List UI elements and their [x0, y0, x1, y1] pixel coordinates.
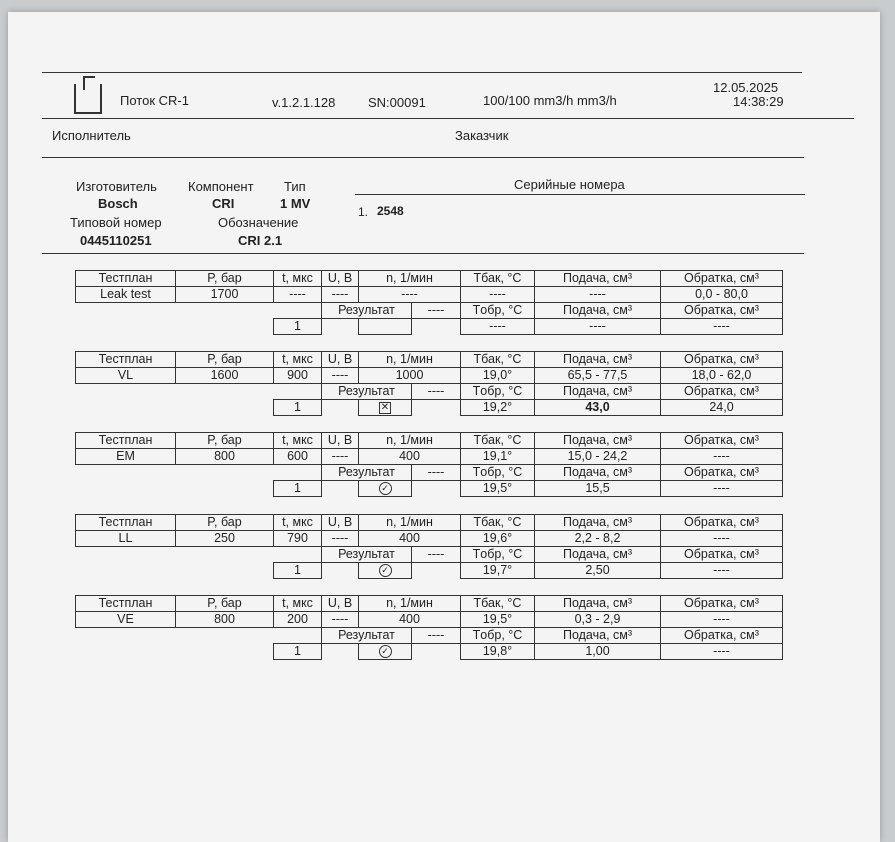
col-return-measured: Обратка, см³: [661, 303, 783, 319]
col-voltage: U, В: [322, 271, 359, 287]
result-mark: [359, 319, 412, 335]
spacer: [322, 644, 359, 660]
col-tank-temp: Tбак, °C: [461, 352, 535, 368]
col-supply-measured: Подача, см³: [535, 384, 661, 400]
test-setpoint-row: [76, 612, 783, 628]
test-rpm: 400: [359, 449, 461, 465]
column-header-row: [76, 352, 783, 368]
result-mark: [359, 400, 412, 416]
executor-label: Исполнитель: [52, 128, 131, 143]
spacer: [176, 384, 274, 400]
test-block: [75, 432, 782, 497]
test-time: 200: [274, 612, 322, 628]
manufacturer-label: Изготовитель: [76, 179, 157, 194]
designation-value: CRI 2.1: [238, 233, 283, 248]
test-rpm: 400: [359, 612, 461, 628]
col-pressure: P, бар: [176, 352, 274, 368]
spacer: [412, 400, 461, 416]
result-return: ----: [661, 644, 783, 660]
test-voltage: ----: [322, 368, 359, 384]
test-voltage: ----: [322, 287, 359, 303]
col-time: t, мкс: [274, 515, 322, 531]
type-value: 1 MV: [280, 196, 311, 211]
spacer: [76, 563, 176, 579]
col-return-temp: Tобр, °C: [461, 628, 535, 644]
test-name: EM: [76, 449, 176, 465]
test-table: [75, 514, 783, 579]
spacer: [274, 303, 322, 319]
result-mark: [359, 644, 412, 660]
test-tank-temp: 19,1°: [461, 449, 535, 465]
col-supply: Подача, см³: [535, 596, 661, 612]
col-voltage: U, В: [322, 433, 359, 449]
spacer: [76, 400, 176, 416]
result-mark: [359, 563, 412, 579]
result-return-temp: 19,8°: [461, 644, 535, 660]
col-pressure: P, бар: [176, 271, 274, 287]
spacer: [412, 563, 461, 579]
col-time: t, мкс: [274, 433, 322, 449]
col-pressure: P, бар: [176, 515, 274, 531]
designation-label: Обозначение: [218, 215, 299, 230]
result-number: 1: [274, 400, 322, 416]
parties-rule: [42, 157, 804, 158]
col-result-dash: ----: [412, 628, 461, 644]
result-value-row: [76, 563, 783, 579]
spacer: [176, 563, 274, 579]
col-return-measured: Обратка, см³: [661, 465, 783, 481]
result-value-row: [76, 481, 783, 497]
program-version: v.1.2.1.128: [272, 95, 336, 110]
col-voltage: U, В: [322, 352, 359, 368]
spacer: [322, 319, 359, 335]
test-block: [75, 595, 782, 660]
result-supply: 43,0: [535, 400, 661, 416]
type-label: Тип: [284, 179, 306, 194]
spacer: [76, 319, 176, 335]
column-header-row: [76, 515, 783, 531]
col-testplan: Тестплан: [76, 596, 176, 612]
test-supply-range: 0,3 - 2,9: [535, 612, 661, 628]
test-setpoint-row: [76, 368, 783, 384]
flow-logo-icon: [74, 84, 102, 114]
result-supply: 15,5: [535, 481, 661, 497]
test-tank-temp: 19,6°: [461, 531, 535, 547]
test-rpm: 1000: [359, 368, 461, 384]
col-supply: Подача, см³: [535, 515, 661, 531]
col-time: t, мкс: [274, 271, 322, 287]
test-setpoint-row: [76, 449, 783, 465]
result-supply: 2,50: [535, 563, 661, 579]
test-return-range: ----: [661, 449, 783, 465]
test-supply-range: 2,2 - 8,2: [535, 531, 661, 547]
type-number-label: Типовой номер: [70, 215, 162, 230]
manufacturer-value: Bosch: [98, 196, 138, 211]
column-header-row: [76, 433, 783, 449]
spacer: [412, 644, 461, 660]
col-result-dash: ----: [412, 465, 461, 481]
serial-index: 1.: [358, 205, 369, 219]
col-result-dash: ----: [412, 547, 461, 563]
col-return-measured: Обратка, см³: [661, 628, 783, 644]
col-testplan: Тестплан: [76, 433, 176, 449]
test-tank-temp: 19,5°: [461, 612, 535, 628]
test-return-range: 0,0 - 80,0: [661, 287, 783, 303]
test-rpm: 400: [359, 531, 461, 547]
spacer: [76, 628, 176, 644]
spacer: [176, 400, 274, 416]
col-return-measured: Обратка, см³: [661, 384, 783, 400]
test-pressure: 1600: [176, 368, 274, 384]
spacer: [176, 628, 274, 644]
col-rpm: n, 1/мин: [359, 271, 461, 287]
col-return-temp: Tобр, °C: [461, 465, 535, 481]
component-label: Компонент: [188, 179, 254, 194]
col-supply: Подача, см³: [535, 433, 661, 449]
col-return: Обратка, см³: [661, 596, 783, 612]
col-testplan: Тестплан: [76, 352, 176, 368]
col-voltage: U, В: [322, 596, 359, 612]
test-table: [75, 432, 783, 497]
test-time: 600: [274, 449, 322, 465]
serial-numbers-label: Серийные номера: [514, 177, 625, 192]
test-time: ----: [274, 287, 322, 303]
test-name: VL: [76, 368, 176, 384]
col-testplan: Тестплан: [76, 271, 176, 287]
test-supply-range: 15,0 - 24,2: [535, 449, 661, 465]
col-time: t, мкс: [274, 596, 322, 612]
col-result: Результат: [322, 384, 412, 400]
test-setpoint-row: [76, 531, 783, 547]
col-tank-temp: Tбак, °C: [461, 271, 535, 287]
spacer: [176, 319, 274, 335]
column-header-row: [76, 596, 783, 612]
col-return: Обратка, см³: [661, 515, 783, 531]
test-tank-temp: ----: [461, 287, 535, 303]
test-name: LL: [76, 531, 176, 547]
column-header-row: [76, 271, 783, 287]
test-name: Leak test: [76, 287, 176, 303]
printout-page: [8, 12, 880, 842]
result-value-row: [76, 319, 783, 335]
test-block: [75, 514, 782, 579]
pass-mark-icon: ✓: [379, 482, 392, 495]
spacer: [322, 400, 359, 416]
spacer: [76, 481, 176, 497]
col-result: Результат: [322, 465, 412, 481]
test-block: [75, 351, 782, 416]
result-return: ----: [661, 563, 783, 579]
test-voltage: ----: [322, 449, 359, 465]
col-rpm: n, 1/мин: [359, 352, 461, 368]
col-return: Обратка, см³: [661, 271, 783, 287]
test-setpoint-row: [76, 287, 783, 303]
type-number-value: 0445110251: [80, 233, 152, 248]
test-pressure: 800: [176, 612, 274, 628]
program-name: Поток CR-1: [120, 93, 189, 108]
test-voltage: ----: [322, 531, 359, 547]
spacer: [176, 644, 274, 660]
result-header-row: [76, 547, 783, 563]
result-number: 1: [274, 319, 322, 335]
spacer: [176, 465, 274, 481]
test-table: [75, 595, 783, 660]
col-return: Обратка, см³: [661, 352, 783, 368]
col-supply-measured: Подача, см³: [535, 547, 661, 563]
result-supply: 1,00: [535, 644, 661, 660]
test-table: [75, 270, 783, 335]
result-return: 24,0: [661, 400, 783, 416]
spacer: [322, 563, 359, 579]
spacer: [274, 628, 322, 644]
test-tank-temp: 19,0°: [461, 368, 535, 384]
spacer: [274, 384, 322, 400]
customer-label: Заказчик: [455, 128, 509, 143]
result-return-temp: ----: [461, 319, 535, 335]
test-pressure: 1700: [176, 287, 274, 303]
test-time: 790: [274, 531, 322, 547]
top-rule: [42, 72, 802, 73]
spacer: [76, 644, 176, 660]
col-result-dash: ----: [412, 384, 461, 400]
pass-mark-icon: ✓: [379, 645, 392, 658]
result-number: 1: [274, 481, 322, 497]
col-pressure: P, бар: [176, 433, 274, 449]
col-return-temp: Tобр, °C: [461, 547, 535, 563]
test-pressure: 800: [176, 449, 274, 465]
spacer: [176, 481, 274, 497]
result-return-temp: 19,7°: [461, 563, 535, 579]
col-pressure: P, бар: [176, 596, 274, 612]
result-supply: ----: [535, 319, 661, 335]
col-return: Обратка, см³: [661, 433, 783, 449]
test-pressure: 250: [176, 531, 274, 547]
col-result: Результат: [322, 547, 412, 563]
serials-rule: [355, 194, 805, 195]
spacer: [76, 384, 176, 400]
result-value-row: [76, 644, 783, 660]
pass-mark-icon: ✓: [379, 564, 392, 577]
stand-serial: SN:00091: [368, 95, 426, 110]
print-date: 12.05.2025: [713, 80, 779, 95]
spacer: [274, 465, 322, 481]
col-return-temp: Tобр, °C: [461, 384, 535, 400]
result-return: ----: [661, 319, 783, 335]
spacer: [176, 303, 274, 319]
result-value-row: [76, 400, 783, 416]
component-rule: [42, 253, 804, 254]
result-header-row: [76, 465, 783, 481]
col-voltage: U, В: [322, 515, 359, 531]
col-result-dash: ----: [412, 303, 461, 319]
col-return-measured: Обратка, см³: [661, 547, 783, 563]
result-number: 1: [274, 563, 322, 579]
test-return-range: 18,0 - 62,0: [661, 368, 783, 384]
flow-setting: 100/100 mm3/h mm3/h: [483, 93, 617, 108]
header-rule: [42, 118, 854, 119]
serial-number: 2548: [377, 204, 404, 218]
col-rpm: n, 1/мин: [359, 596, 461, 612]
result-header-row: [76, 384, 783, 400]
test-name: VE: [76, 612, 176, 628]
test-supply-range: ----: [535, 287, 661, 303]
test-return-range: ----: [661, 531, 783, 547]
col-supply-measured: Подача, см³: [535, 465, 661, 481]
col-supply-measured: Подача, см³: [535, 303, 661, 319]
result-return-temp: 19,5°: [461, 481, 535, 497]
col-tank-temp: Tбак, °C: [461, 515, 535, 531]
col-tank-temp: Tбак, °C: [461, 596, 535, 612]
col-rpm: n, 1/мин: [359, 515, 461, 531]
test-return-range: ----: [661, 612, 783, 628]
col-rpm: n, 1/мин: [359, 433, 461, 449]
col-result: Результат: [322, 628, 412, 644]
result-number: 1: [274, 644, 322, 660]
col-supply-measured: Подача, см³: [535, 628, 661, 644]
test-time: 900: [274, 368, 322, 384]
spacer: [76, 303, 176, 319]
result-mark: [359, 481, 412, 497]
col-return-temp: Tобр, °C: [461, 303, 535, 319]
spacer: [412, 481, 461, 497]
test-voltage: ----: [322, 612, 359, 628]
spacer: [322, 481, 359, 497]
spacer: [76, 465, 176, 481]
spacer: [76, 547, 176, 563]
col-testplan: Тестплан: [76, 515, 176, 531]
component-value: CRI: [212, 196, 235, 211]
result-header-row: [76, 303, 783, 319]
result-return: ----: [661, 481, 783, 497]
spacer: [176, 547, 274, 563]
test-block: [75, 270, 782, 335]
col-result: Результат: [322, 303, 412, 319]
print-time: 14:38:29: [733, 94, 784, 109]
test-table: [75, 351, 783, 416]
col-tank-temp: Tбак, °C: [461, 433, 535, 449]
fail-mark-icon: ✕: [380, 401, 390, 413]
col-time: t, мкс: [274, 352, 322, 368]
col-supply: Подача, см³: [535, 352, 661, 368]
spacer: [412, 319, 461, 335]
test-supply-range: 65,5 - 77,5: [535, 368, 661, 384]
result-return-temp: 19,2°: [461, 400, 535, 416]
col-supply: Подача, см³: [535, 271, 661, 287]
spacer: [274, 547, 322, 563]
result-header-row: [76, 628, 783, 644]
test-rpm: ----: [359, 287, 461, 303]
